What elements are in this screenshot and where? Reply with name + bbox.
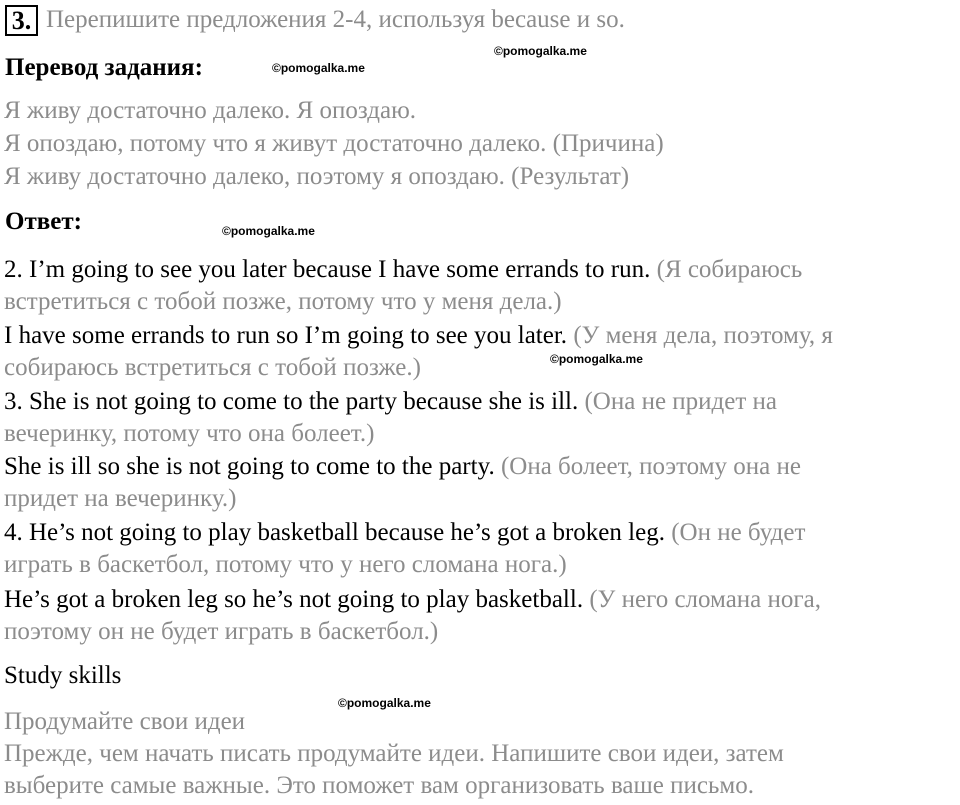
answer-russian: вечеринку, потому что она болеет.) bbox=[4, 420, 375, 447]
answer-line bbox=[4, 483, 236, 515]
answer-russian: играть в баскетбол, потому что у него сломана нога.) bbox=[4, 551, 567, 578]
watermark: ©pomogalka.me bbox=[494, 44, 587, 58]
watermark: ©pomogalka.me bbox=[222, 224, 315, 238]
answer-russian: (У него сломана нога, bbox=[583, 586, 822, 613]
answer-english: 3. She is not going to come to the party because she is ill. bbox=[4, 388, 579, 415]
answer-russian: собираюсь встретиться с тобой позже.) bbox=[4, 354, 421, 381]
answer-line bbox=[4, 320, 833, 352]
task-instruction: Перепишите предложения 2-4, используя because и so. bbox=[46, 6, 625, 33]
study-skills-line: Прежде, чем начать писать продумайте идеи. Напишите свои идеи, затем bbox=[4, 740, 784, 767]
watermark: ©pomogalka.me bbox=[550, 352, 643, 366]
answer-english: She is ill so she is not going to come to the party. bbox=[4, 453, 495, 480]
answer-line bbox=[4, 549, 567, 581]
answer-english: 2. I’m going to see you later because I have some errands to run. bbox=[4, 256, 651, 283]
answer-russian: (Я собираюсь bbox=[650, 256, 803, 283]
translation-line: Я живу достаточно далеко. Я опоздаю. bbox=[4, 97, 416, 124]
answer-line bbox=[4, 616, 438, 648]
answer-russian: придет на вечеринку.) bbox=[4, 485, 237, 512]
answer-line bbox=[4, 584, 821, 616]
answer-line bbox=[4, 352, 421, 384]
answer-english: I have some errands to run so I’m going to see you later. bbox=[4, 322, 568, 349]
answer-russian: встретиться с тобой позже, потому что у меня дела.) bbox=[4, 288, 562, 315]
answer-russian: (Она не придет на bbox=[578, 388, 778, 415]
answer-english: He’s got a broken leg so he’s not going to play basketball. bbox=[4, 586, 584, 613]
answer-russian: (Она болеет, поэтому она не bbox=[494, 453, 801, 480]
answer-line bbox=[4, 418, 374, 450]
watermark: ©pomogalka.me bbox=[338, 696, 431, 710]
answer-line bbox=[4, 386, 777, 418]
answer-russian: (У меня дела, поэтому, я bbox=[567, 322, 833, 349]
translation-line: Я живу достаточно далеко, поэтому я опоздаю. (Результат) bbox=[4, 163, 630, 190]
task-number-box: 3. bbox=[5, 5, 38, 36]
translation-line: Я опоздаю, потому что я живут достаточно далеко. (Причина) bbox=[4, 130, 664, 157]
watermark: ©pomogalka.me bbox=[272, 61, 365, 75]
answer-heading: Ответ: bbox=[5, 208, 82, 235]
answer-line bbox=[4, 254, 802, 286]
answer-line bbox=[4, 451, 801, 483]
answer-line bbox=[4, 517, 805, 549]
study-skills-line: Продумайте свои идеи bbox=[4, 708, 246, 735]
translation-heading: Перевод задания: bbox=[5, 54, 203, 81]
answer-russian: поэтому он не будет играть в баскетбол.) bbox=[4, 618, 439, 645]
answer-line bbox=[4, 286, 562, 318]
answer-russian: (Он не будет bbox=[664, 519, 806, 546]
study-skills-heading: Study skills bbox=[4, 662, 122, 689]
answer-english: 4. He’s not going to play basketball because he’s got a broken leg. bbox=[4, 519, 665, 546]
study-skills-line: выберите самые важные. Это поможет вам организовать ваше письмо. bbox=[4, 772, 754, 799]
